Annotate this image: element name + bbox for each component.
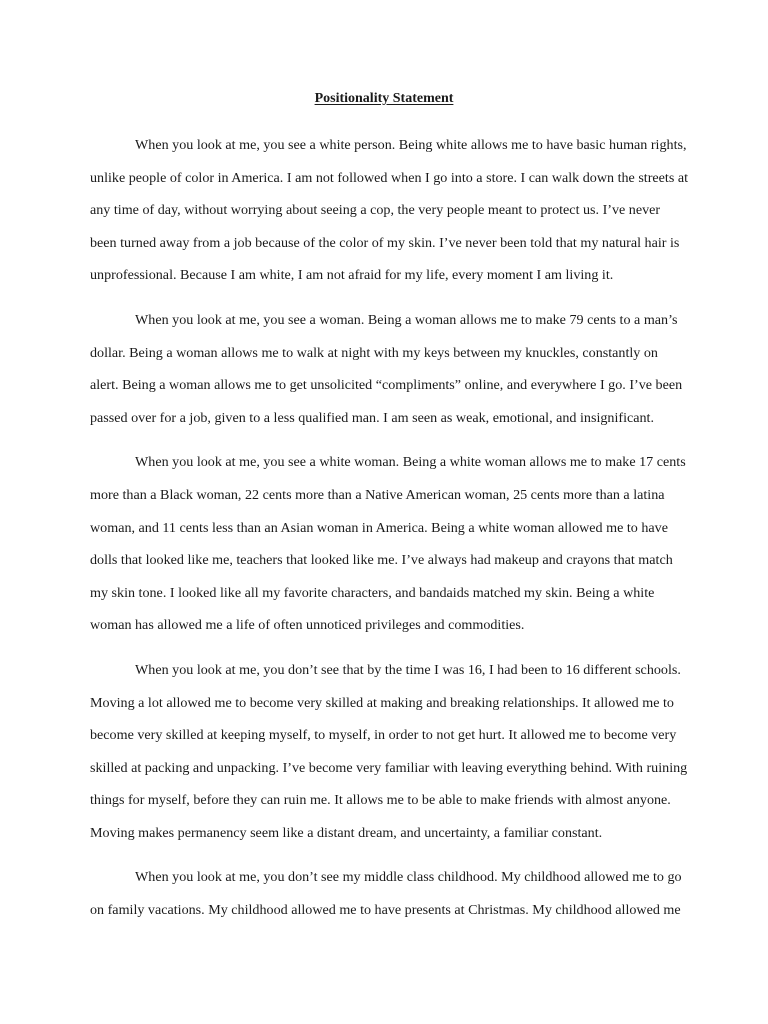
text-line: When you look at me, you see a white person. Being white allows me to have basic human rights, (135, 137, 687, 153)
text-line: unprofessional. Because I am white, I am not afraid for my life, every moment I am living it. (90, 267, 614, 284)
text-line: been turned away from a job because of the color of my skin. I’ve never been told that my natural hair is (90, 234, 680, 251)
text-line: When you look at me, you don’t see that by the time I was 16, I had been to 16 different schools. (135, 661, 681, 678)
text-line: dolls that looked like me, teachers that looked like me. I’ve always had makeup and crayons that match (90, 552, 673, 569)
paragraph (90, 129, 689, 292)
paragraph (90, 304, 683, 434)
text-line: Moving a lot allowed me to become very skilled at making and breaking relationships. It allowed me to (90, 694, 674, 711)
text-line: become very skilled at keeping myself, to myself, in order to not get hurt. It allowed me to become very (90, 727, 677, 744)
text-line: skilled at packing and unpacking. I’ve become very familiar with leaving everything behind. With ruining (90, 759, 688, 776)
paragraph (90, 861, 680, 926)
text-line: When you look at me, you see a white woman. Being a white woman allows me to make 17 cents (135, 454, 686, 471)
paragraph (90, 654, 688, 850)
text-line: dollar. Being a woman allows me to walk at night with my keys between my knuckles, constantly on (90, 344, 658, 361)
text-line: any time of day, without worrying about seeing a cop, the very people meant to protect us. I’ve never (90, 202, 661, 219)
text-line: woman, and 11 cents less than an Asian woman in America. Being a white woman allowed me to have (90, 519, 668, 536)
text-line: When you look at me, you see a woman. Being a woman allows me to make 79 cents to a man’s (135, 311, 678, 328)
text-line: unlike people of color in America. I am not followed when I go into a store. I can walk down the streets at (90, 169, 689, 186)
text-line: more than a Black woman, 22 cents more than a Native American woman, 25 cents more than a latina (90, 486, 665, 503)
text-line: woman has allowed me a life of often unnoticed privileges and commodities. (90, 617, 525, 634)
paragraph (90, 446, 686, 642)
text-line: my skin tone. I looked like all my favorite characters, and bandaids matched my skin. Being a white (90, 584, 655, 601)
text-line: alert. Being a woman allows me to get unsolicited “compliments” online, and everywhere I go. I’ve been (90, 377, 683, 394)
text-line: When you look at me, you don’t see my middle class childhood. My childhood allowed me to go (135, 869, 682, 886)
document-title: Positionality Statement (314, 91, 454, 106)
text-line: things for myself, before they can ruin me. It allows me to be able to make friends with almost anyone. (90, 792, 671, 809)
text-line: passed over for a job, given to a less qualified man. I am seen as weak, emotional, and insignificant. (90, 409, 654, 426)
document-body (90, 129, 689, 939)
text-line: Moving makes permanency seem like a distant dream, and uncertainty, a familiar constant. (90, 824, 603, 841)
text-line: on family vacations. My childhood allowed me to have presents at Christmas. My childhood allowed me (90, 902, 681, 919)
